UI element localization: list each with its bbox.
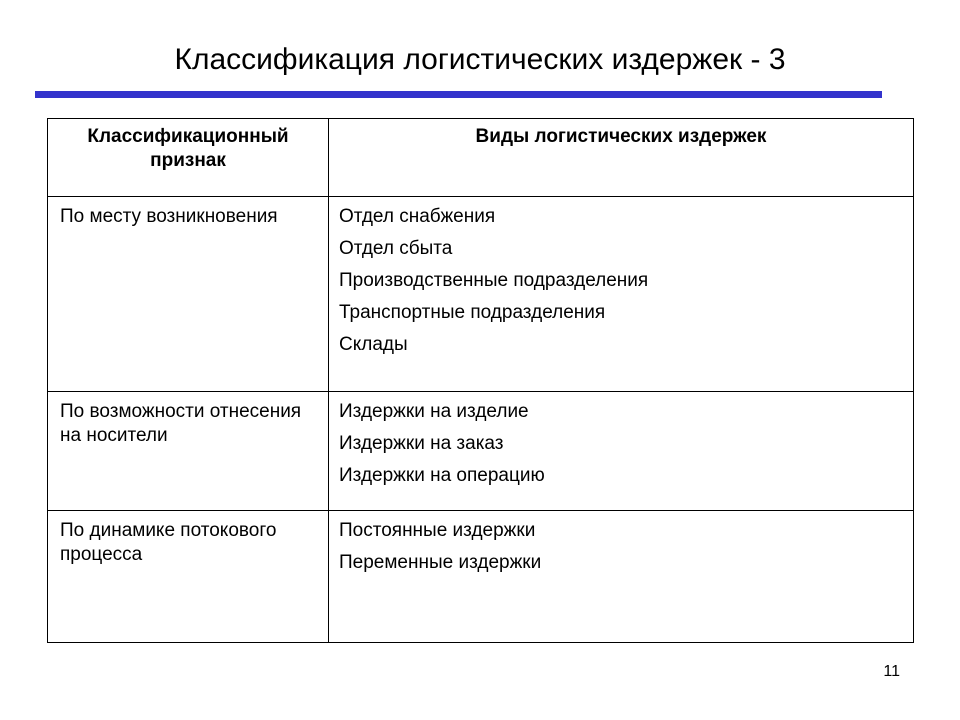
criterion-cell: По месту возникновения [48, 197, 329, 392]
cost-type-item: Склады [339, 334, 408, 355]
cost-types-cell [329, 511, 914, 643]
classification-table [47, 118, 914, 643]
criterion-cell: По динамике потокового процесса [48, 511, 329, 643]
table-row [48, 392, 914, 511]
table-row [48, 197, 914, 392]
cost-types-cell [329, 197, 914, 392]
table-row [48, 511, 914, 643]
cost-type-item: Издержки на заказ [339, 433, 504, 454]
page-number: 11 [883, 663, 900, 680]
table-header-row [48, 119, 914, 197]
cost-type-item: Производственные подразделения [339, 270, 649, 291]
criterion-cell: По возможности отнесения на носители [48, 392, 329, 511]
slide-title: Классификация логистических издержек - 3 [174, 43, 786, 76]
cost-type-item: Издержки на изделие [339, 401, 529, 422]
cost-types-cell [329, 392, 914, 511]
cost-type-item: Транспортные подразделения [339, 302, 606, 323]
title-underline [35, 91, 882, 98]
cost-type-item: Отдел снабжения [339, 206, 496, 227]
cost-type-item: Издержки на операцию [339, 465, 545, 486]
cost-type-item: Переменные издержки [339, 552, 542, 573]
header-criterion: Классификационный признак [48, 119, 329, 197]
cost-type-item: Постоянные издержки [339, 520, 536, 541]
header-cost-types: Виды логистических издержек [329, 119, 914, 197]
cost-type-item: Отдел сбыта [339, 238, 453, 259]
